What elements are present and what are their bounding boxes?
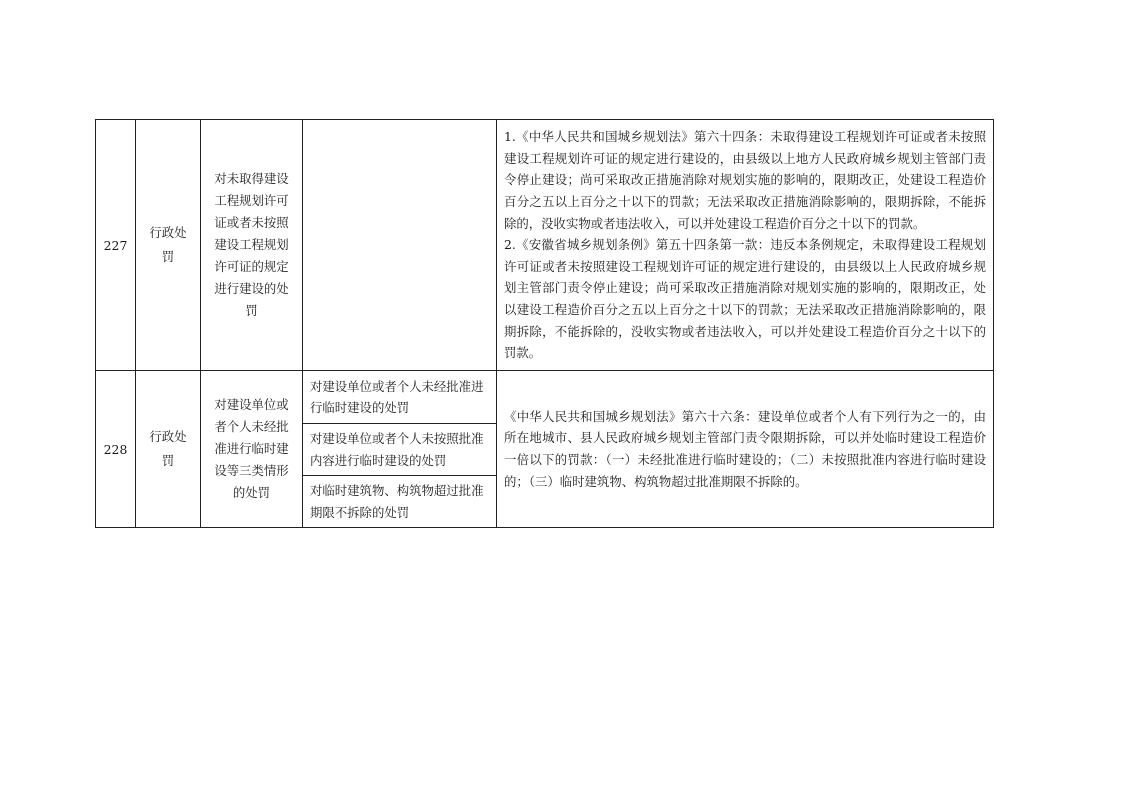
- item-name-cell: 对未取得建设工程规划许可证或者未按照建设工程规划许可证的规定进行建设的处罚: [201, 120, 303, 371]
- sub-item-cell: 对建设单位或者个人未按照批准内容进行临时建设的处罚: [303, 424, 497, 476]
- item-name-cell: 对建设单位或者个人未经批准进行临时建设等三类情形的处罚: [201, 371, 303, 528]
- legal-basis-paragraph: 1.《中华人民共和国城乡规划法》第六十四条：未取得建设工程规划许可证或者未按照建设工程规划许可证的规定进行建设的，由县级以上地方人民政府城乡规划主管部门责令停止建设；尚可采取改正措施消除对规划实施的影响的，限期改正，处建设工程造价百分之五以上百分之十以下的罚款；无法采取改正措施消除影响的，限期拆除，不能拆除的，没收实物或者违法收入，可以并处建设工程造价百分之十以下的罚款。: [504, 129, 986, 231]
- row-number: 227: [96, 120, 136, 371]
- table-row: [96, 120, 994, 371]
- legal-basis-paragraph: 《中华人民共和国城乡规划法》第六十六条：建设单位或者个人有下列行为之一的，由所在地城市、县人民政府城乡规划主管部门责令限期拆除，可以并处临时建设工程造价一倍以下的罚款：（一）未经批准进行临时建设的；（二）未按照批准内容进行临时建设的；（三）临时建筑物、构筑物超过批准期限不拆除的。: [504, 408, 986, 489]
- legal-basis-paragraph: 2.《安徽省城乡规划条例》第五十四条第一款：违反本条例规定，未取得建设工程规划许可证或者未按照建设工程规划许可证的规定进行建设的，由县级以上人民政府城乡规划主管部门责令停止建设；尚可采取改正措施消除对规划实施的影响的，限期改正，处以建设工程造价百分之五以上百分之十以下的罚款；无法采取改正措施消除影响的，限期拆除，不能拆除的，没收实物或者违法收入，可以并处建设工程造价百分之十以下的罚款。: [504, 237, 986, 361]
- sub-item-cell: 对临时建筑物、构筑物超过批准期限不拆除的处罚: [303, 476, 497, 528]
- sub-item-cell: 对建设单位或者个人未经批准进行临时建设的处罚: [303, 371, 497, 424]
- table-row: [96, 371, 994, 424]
- legal-basis-cell: [497, 371, 994, 528]
- sub-item-cell: [303, 120, 497, 371]
- legal-basis-cell: [497, 120, 994, 371]
- category-cell: 行政处罚: [136, 120, 201, 371]
- penalty-table: [95, 119, 994, 528]
- row-number: 228: [96, 371, 136, 528]
- category-cell: 行政处罚: [136, 371, 201, 528]
